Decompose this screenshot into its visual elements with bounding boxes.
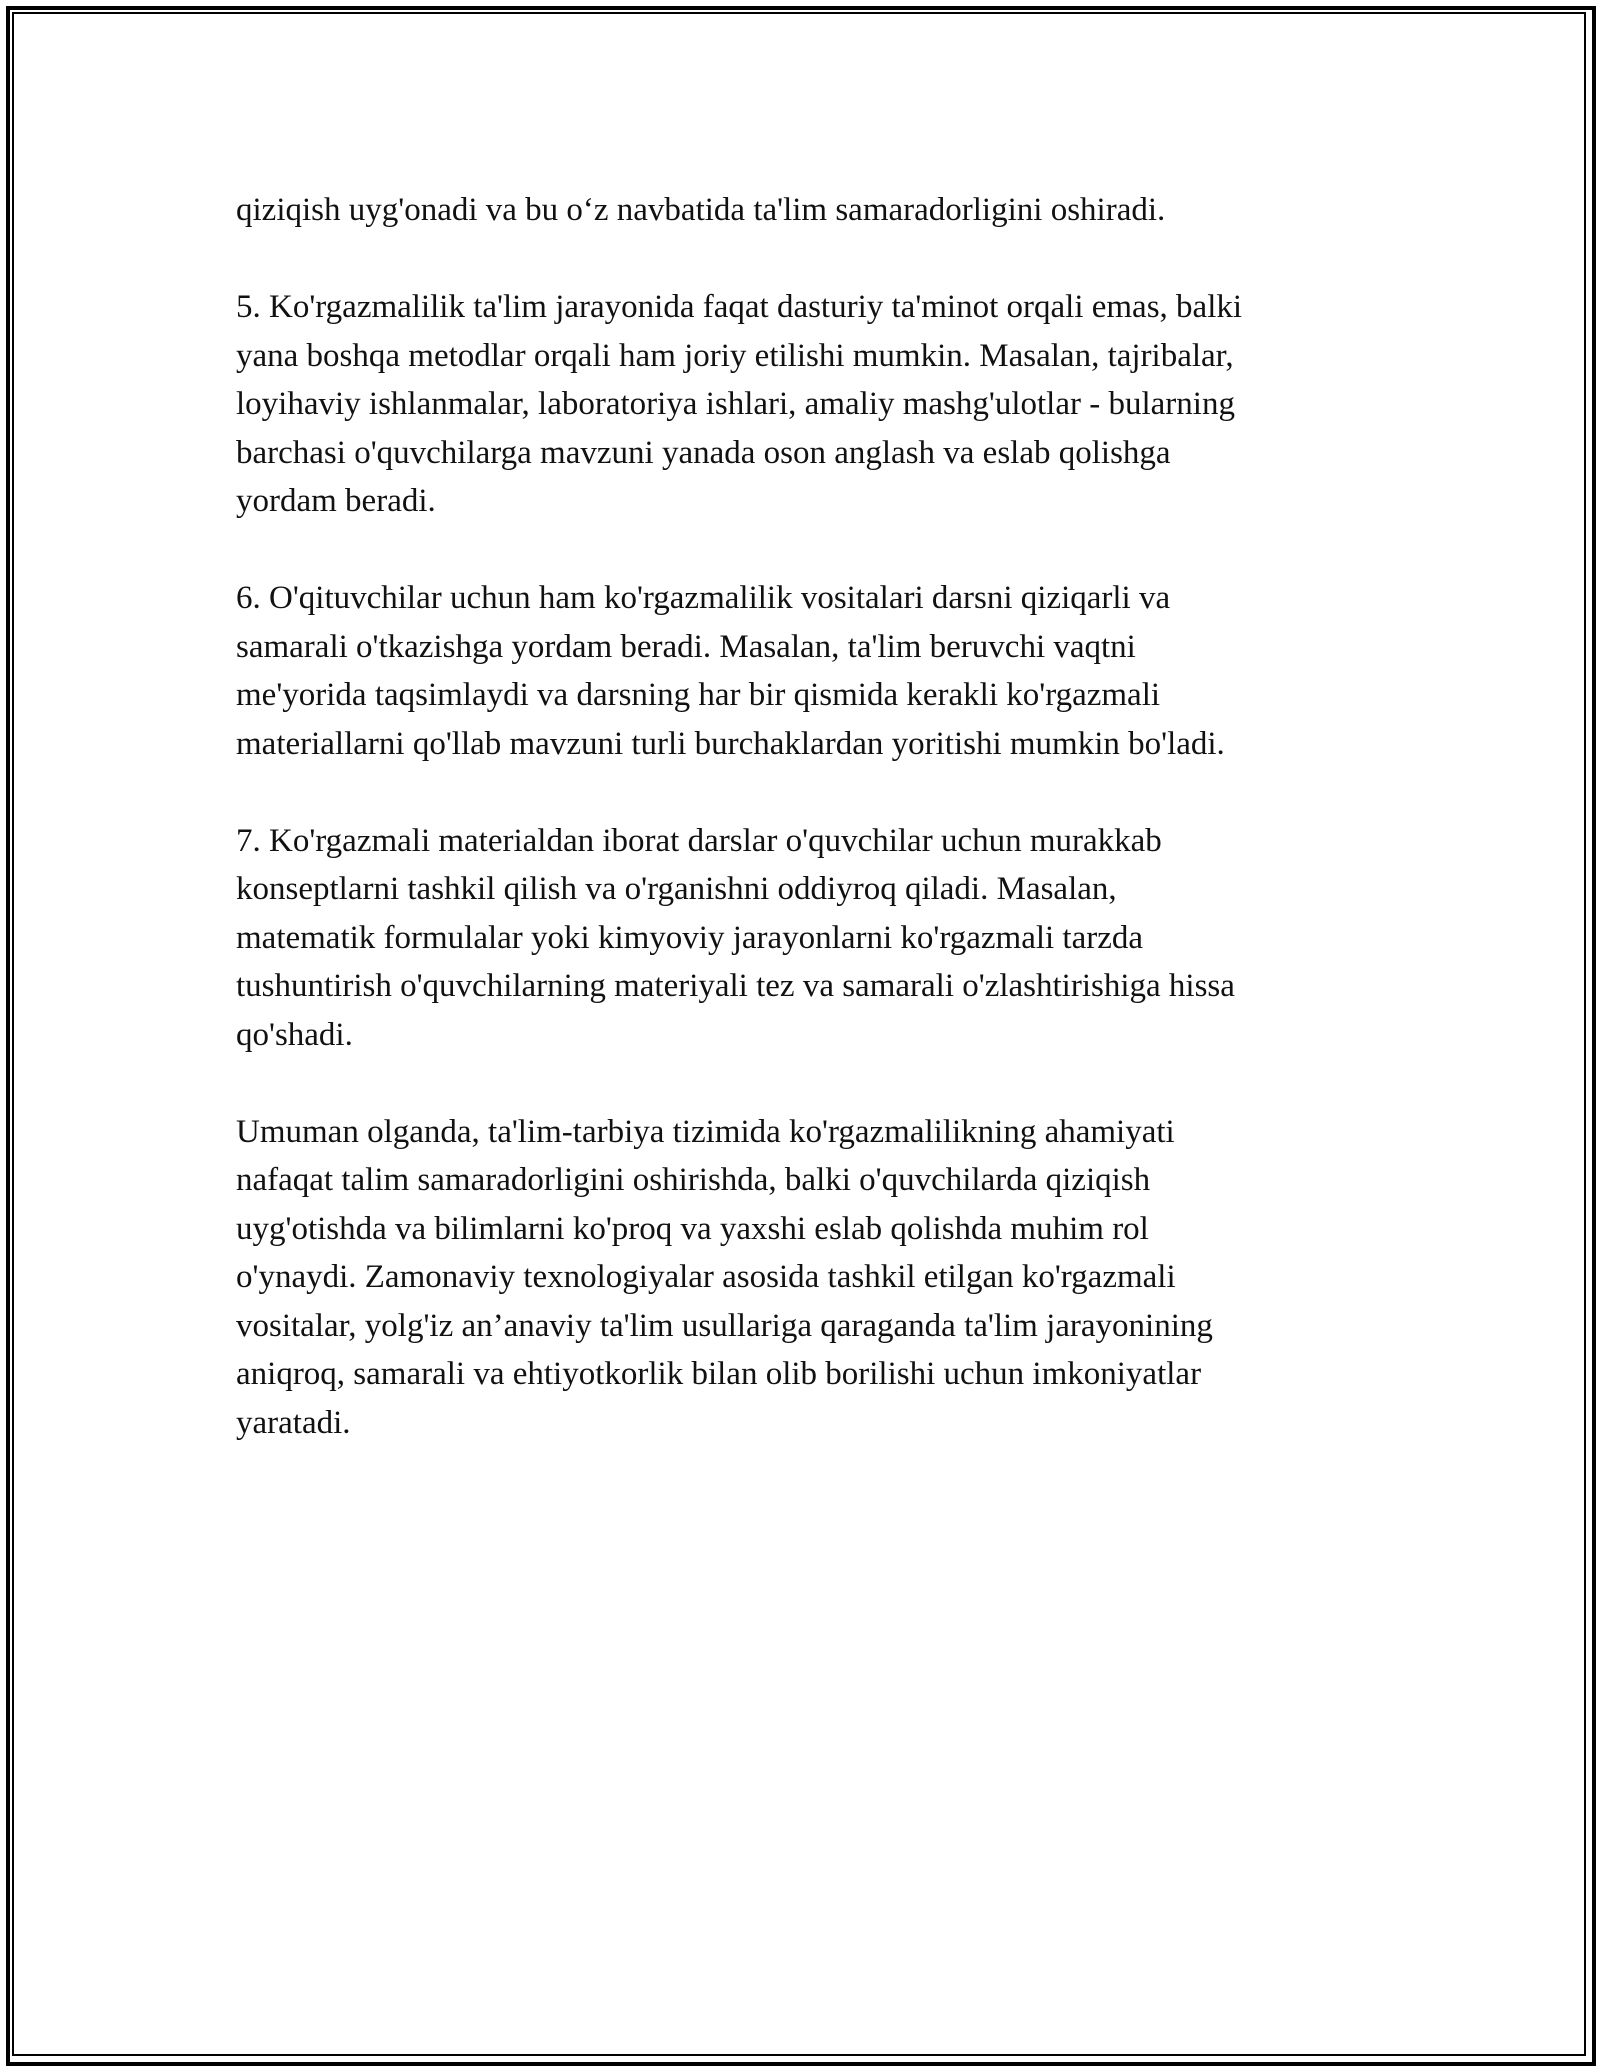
paragraph-item-5: 5. Ko'rgazmalilik ta'lim jarayonida faqat dasturiy ta'minot orqali emas, balki yana boshqa metodlar orqali ham joriy etilishi mumkin. Masalan, tajribalar, loyihaviy ishlanmalar, laboratoriya ishlari, amaliy mashg'ulotlar - bularning barchasi o'quvchilarga mavzuni yanada oson anglash va eslab qolishga yordam beradi. bbox=[236, 289, 1243, 519]
paragraph-continuation: qiziqish uyg'onadi va bu o‘z navbatida ta'lim samaradorligini oshiradi. bbox=[236, 192, 1166, 228]
paragraph-item-7: 7. Ko'rgazmali materialdan iborat darslar o'quvchilar uchun murakkab konseptlarni tashkil qilish va o'rganishni oddiyroq qiladi. Masalan, matematik formulalar yoki kimyoviy jarayonlarni ko'rgazmali tarzda tushuntirish o'quvchilarning materiyali tez va samarali o'zlashtirishiga hissa qo'shadi. bbox=[236, 822, 1235, 1053]
paragraph-conclusion: Umuman olganda, ta'lim-tarbiya tizimida ko'rgazmalilikning ahamiyati nafaqat talim samaradorligini oshirishda, balki o'quvchilarda qiziqish uyg'otishda va bilimlarni ko'proq va yaxshi eslab qolishda muhim rol o'ynaydi. Zamonaviy texnologiyalar asosida tashkil etilgan ko'rgazmali vositalar, yolg'iz an’anaviy ta'lim usullariga qaraganda ta'lim jarayonining aniqroq, samarali va ehtiyotkorlik bilan olib borilishi uchun imkoniyatlar yaratadi. bbox=[236, 1113, 1213, 1441]
paragraph-item-6: 6. O'qituvchilar uchun ham ko'rgazmalilik vositalari darsni qiziqarli va samarali o'tkazishga yordam beradi. Masalan, ta'lim beruvchi vaqtni me'yorida taqsimlaydi va darsning har bir qismida kerakli ko'rgazmali materiallarni qo'llab mavzuni turli burchaklardan yoritishi mumkin bo'ladi. bbox=[236, 580, 1225, 762]
document-body bbox=[236, 186, 1366, 1496]
